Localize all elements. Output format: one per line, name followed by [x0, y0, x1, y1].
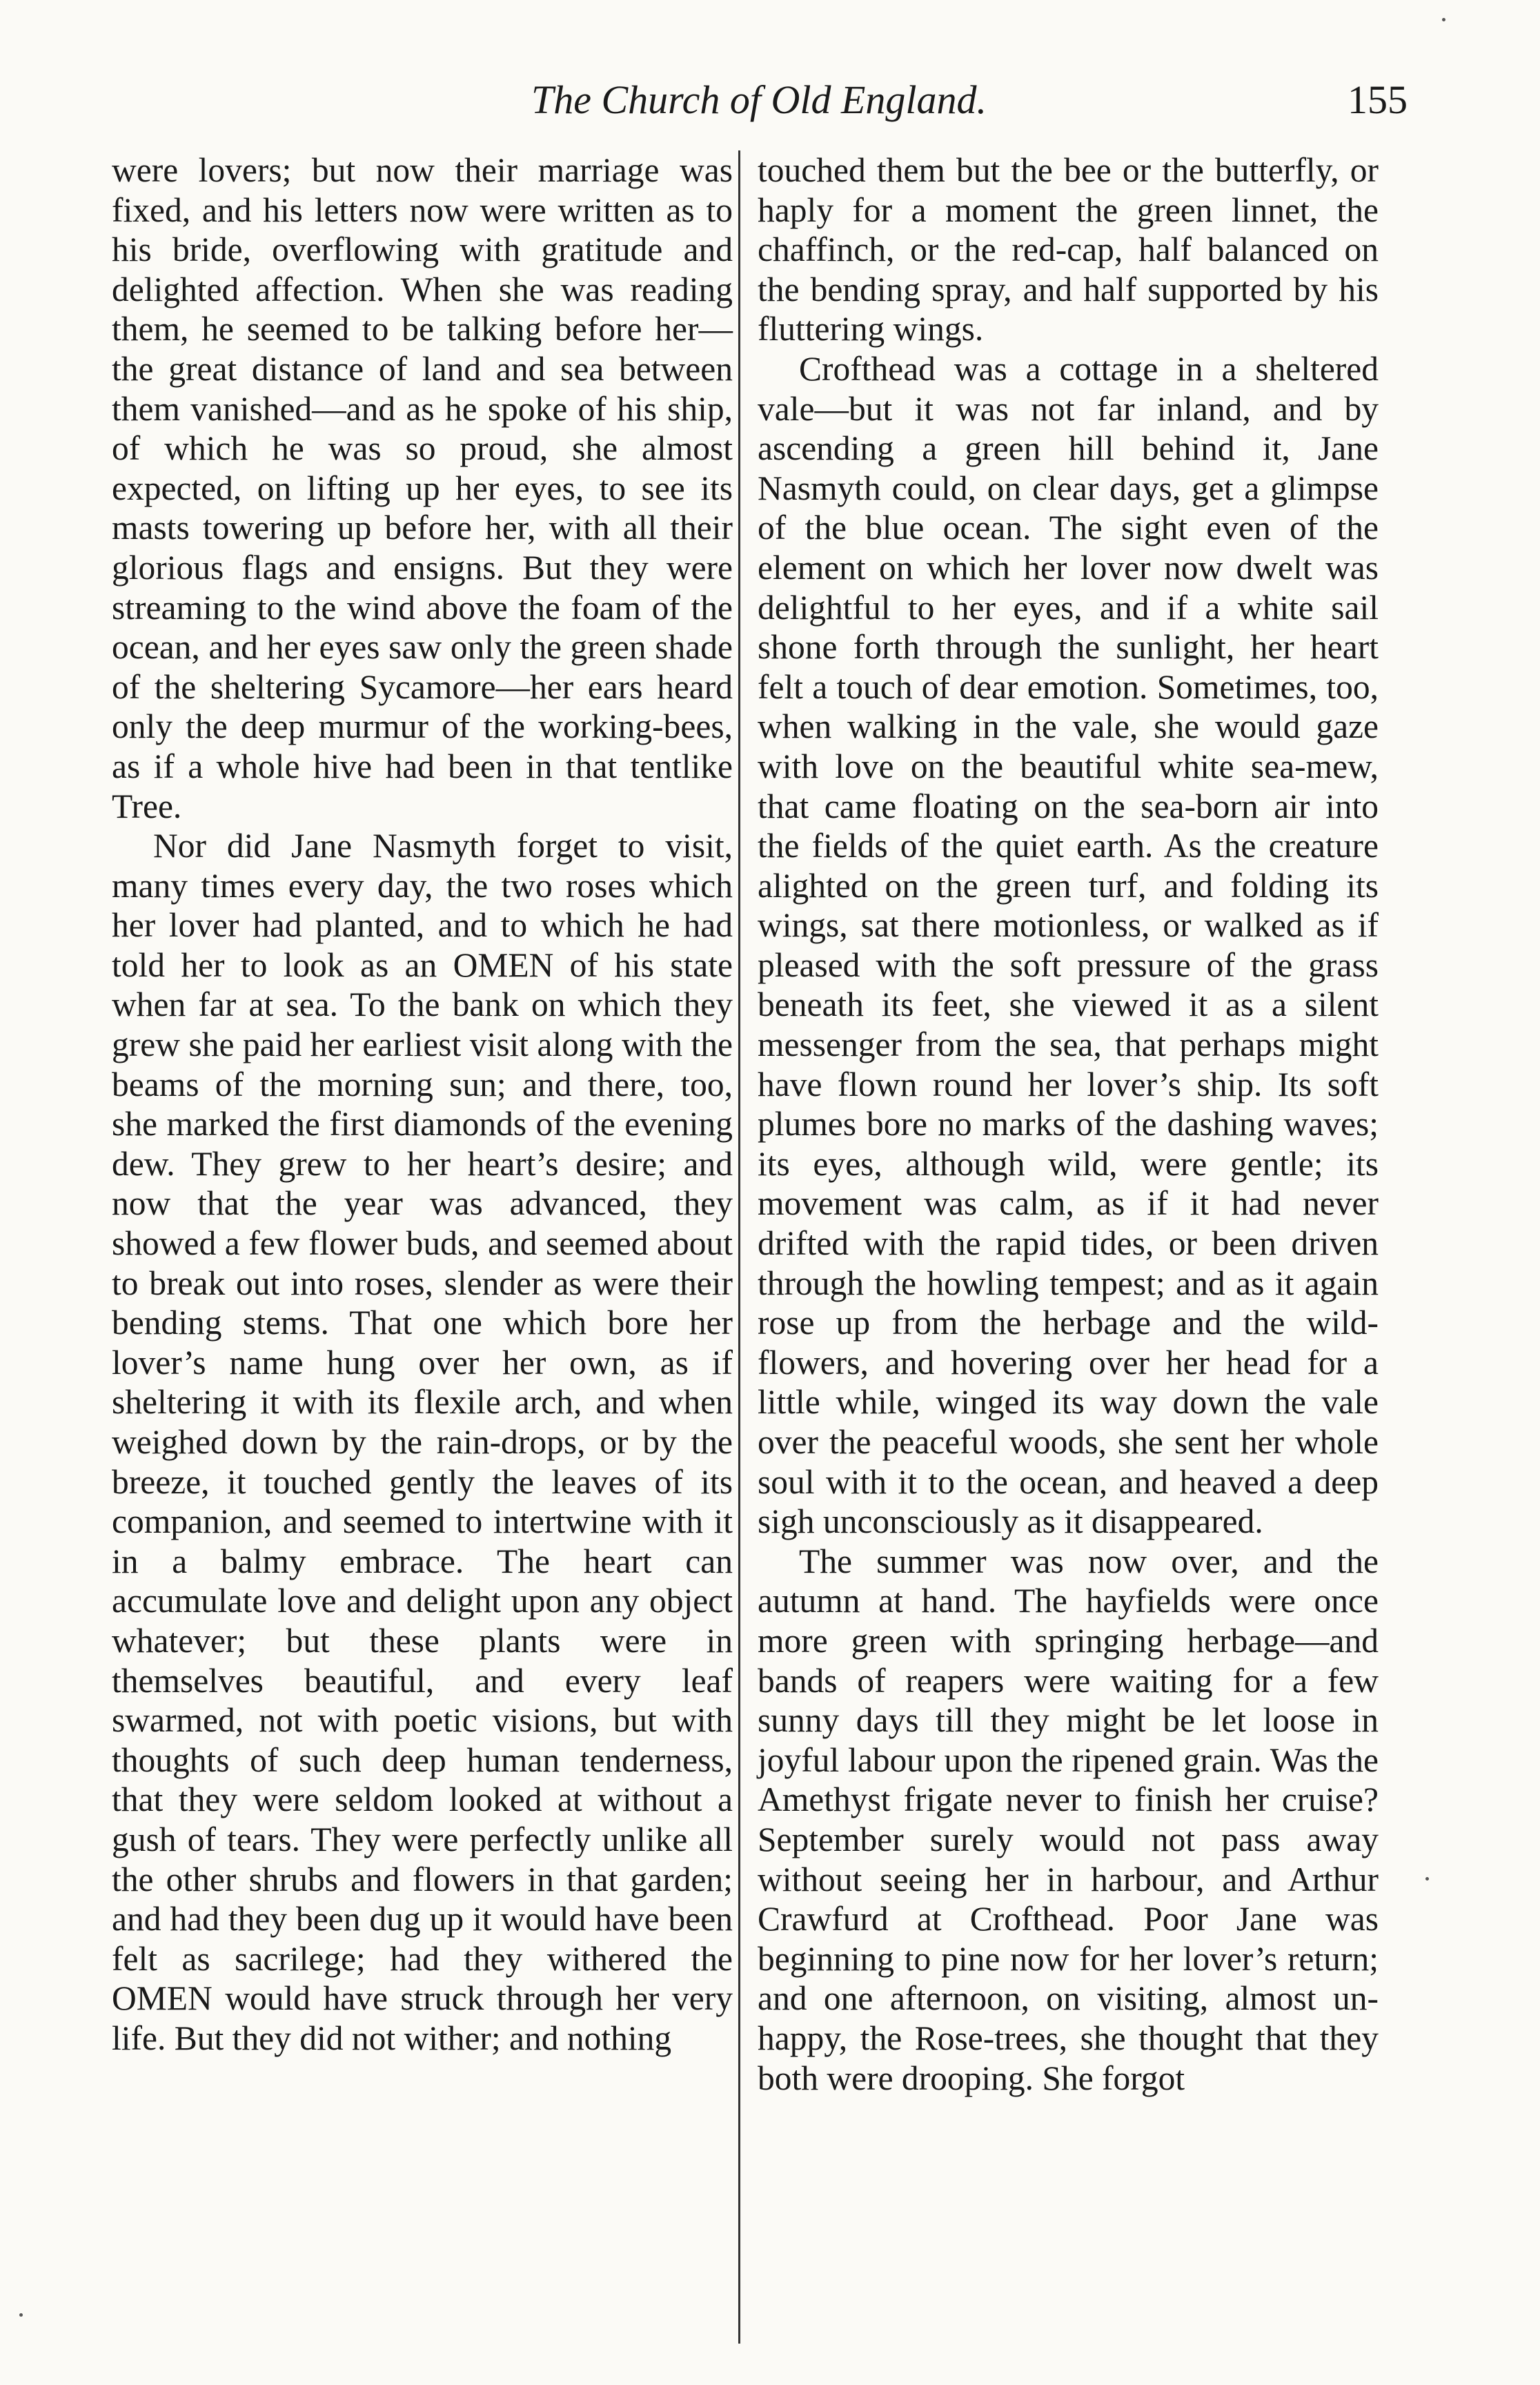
column-divider	[738, 150, 740, 2344]
paragraph-continued: touched them but the bee or the butterfly, or haply for a moment the green linnet, the chaffinch, or the red-cap, half balanced on the bending spray, and half supported by his fluttering wings.	[758, 151, 1379, 349]
paragraph: Crofthead was a cottage in a sheltered vale—but it was not far inland, and by ascending a green hill behind it, Jane Nasmyth could, on clear days, get a glimpse of the blue ocean. The sight even of the element on which her lover now dwelt was delightful to her eyes, and if a white sail shone forth through the sunlight, her heart felt a touch of dear emotion. Sometimes, too, when walking in the vale, she would gaze with love on the beautiful white sea-mew, that came floating on the sea-born air into the fields of the quiet earth. As the creature alighted on the green turf, and folding its wings, sat there motionless, or walked as if pleased with the soft pressure of the grass beneath its feet, she viewed it as a silent messenger from the sea, that perhaps might have flown round her lover’s ship. Its soft plumes bore no marks of the dashing waves; its eyes, although wild, were gentle; its movement was calm, as if it had never drifted with the rapid tides, or been driven through the howling tempest; and as it again rose up from the herbage and the wild-flowers, and hovering over her head for a little while, winged its way down the vale over the peaceful woods, she sent her whole soul with it to the ocean, and heaved a deep sigh unconsciously as it disappeared.	[758, 349, 1379, 1541]
paragraph-continued: were lovers; but now their marriage was fixed, and his letters now were written as to his bride, overflowing with gratitude and delighted affection. When she was reading them, he seemed to be talking before her—the great distance of land and sea between them vanished—and as he spoke of his ship, of which he was so proud, she almost expected, on lifting up her eyes, to see its masts towering up before her, with all their glorious flags and ensigns. But they were streaming to the wind above the foam of the ocean, and her eyes saw only the green shade of the sheltering Sycamore—her ears heard only the deep murmur of the working-bees, as if a whole hive had been in that tentlike Tree.	[112, 151, 733, 825]
paragraph: Nor did Jane Nasmyth forget to visit, many times every day, the two roses which her lover had planted, and to which he had told her to look as an OMEN of his state when far at sea. To the bank on which they grew she paid her earliest visit along with the beams of the morning sun; and there, too, she marked the first diamonds of the evening dew. They grew to her heart’s desire; and now that the year was advanced, they showed a few flower buds, and seemed about to break out into roses, slender as were their bending stems. That one which bore her lover’s name hung over her own, as if sheltering it with its flexile arch, and when weighed down by the rain-drops, or by the breeze, it touched gently the leaves of its companion, and seemed to intertwine with it in a balmy embrace. The heart can accumulate love and delight upon any object whatever; but these plants were in themselves beautiful, and every leaf swarmed, not with poetic visions, but with thoughts of such deep human tenderness, that they were seldom looked at without a gush of tears. They were perfectly unlike all the other shrubs and flowers in that garden; and had they been dug up it would have been felt as sacrilege; had they withered the OMEN would have struck through her very life. But they did not wither; and nothing	[112, 827, 733, 2057]
page-number: 155	[1348, 77, 1408, 122]
paragraph: The summer was now over, and the autumn at hand. The hayfields were once more green with springing herbage—and bands of reapers were waiting for a few sunny days till they might be let loose in joyful labour upon the ripened grain. Was the Amethyst frigate never to finish her cruise? September surely would not pass away without seeing her in harbour, and Arthur Crawfurd at Crofthead. Poor Jane was beginning to pine now for her lover’s return; and one afternoon, on visiting, almost unhappy, the Rose-trees, she thought that they both were drooping. She forgot	[758, 1542, 1379, 2097]
running-title: The Church of Old England.	[531, 77, 987, 122]
left-column	[112, 150, 733, 2059]
print-speck	[19, 2313, 23, 2317]
print-speck	[1442, 18, 1445, 21]
print-speck	[1425, 1877, 1429, 1881]
running-head	[110, 69, 1408, 131]
right-column	[758, 150, 1379, 2098]
